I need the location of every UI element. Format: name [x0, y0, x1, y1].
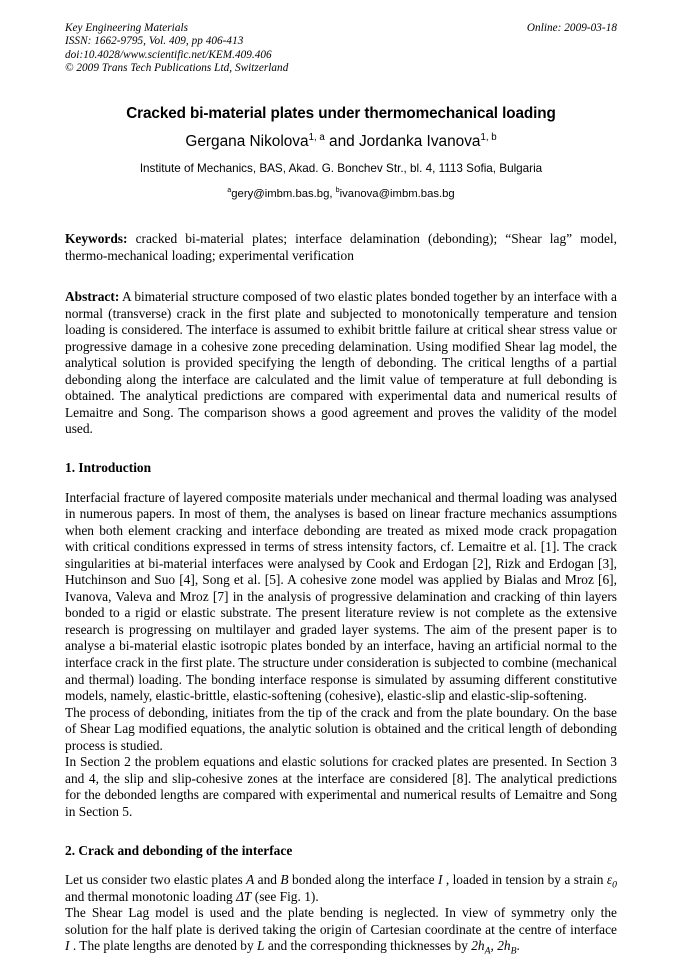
online-date: Online: 2009-03-18	[526, 22, 617, 34]
symbol-thickness-b	[497, 938, 517, 957]
author-name-2: Jordanka Ivanova	[358, 133, 481, 150]
section-heading-2: 2. Crack and debonding of the interface	[65, 842, 293, 858]
symbol-delta-t: ΔT	[236, 888, 252, 904]
author-name-1: Gergana Nikolova	[185, 133, 309, 150]
email-address-b: ivanova@imbm.bas.bg	[339, 188, 455, 200]
doi-line: doi:10.4028/www.scientific.net/KEM.409.406	[65, 48, 272, 61]
email-address-a: gery@imbm.bas.bg	[231, 188, 330, 200]
s2-p2-text-5: .	[516, 938, 520, 954]
keywords-block	[65, 231, 617, 264]
s2-p1-text-6: (see Fig. 1).	[251, 888, 319, 904]
issn-line: ISSN: 1662-9795, Vol. 409, pp 406-413	[65, 35, 244, 48]
s2-p2-text-3: and the corresponding thicknesses by	[264, 938, 472, 954]
symbol-plate-b: B	[280, 872, 289, 888]
title-block	[65, 104, 617, 202]
symbol-2h-b-subscript: B	[510, 945, 517, 957]
email-separator: ,	[329, 188, 336, 200]
symbol-epsilon: ε	[606, 872, 613, 888]
section-heading-1: 1. Introduction	[65, 460, 152, 476]
author-conjunction: and	[324, 133, 359, 150]
author-affil-marker-1: 1, a	[308, 131, 325, 143]
s2-p2-text-2: . The plate lengths are denoted by	[69, 938, 258, 954]
abstract-label: Abstract:	[65, 289, 120, 305]
section-2-paragraph-1	[65, 872, 617, 905]
s2-p2-text-4: ,	[490, 938, 498, 954]
symbol-plate-a: A	[246, 872, 255, 888]
s2-p1-text-3: bonded along the interface	[288, 872, 438, 888]
page-title: Cracked bi-material plates under thermomechanical loading	[126, 105, 556, 122]
section-1-paragraph-3: In Section 2 the problem equations and elastic solutions for cracked plates are presented. In Section 3 and 4, the slip and slip-cohesive zones at the interface are considered [8]. The analytical predictions for the debonded lengths are compared with experimental and numerical results of Lemaitre and Song in Section 5.	[65, 754, 617, 819]
symbol-length-l: L	[257, 938, 265, 954]
section-1-paragraph-2: The process of debonding, initiates from the tip of the crack and from the plate boundary. On the base of Shear Lag modified equations, the analytic solution is obtained and the critical length of debonding process is studied.	[65, 704, 617, 753]
copyright-line: © 2009 Trans Tech Publications Ltd, Switzerland	[65, 61, 289, 74]
keywords-label: Keywords:	[65, 231, 128, 246]
affiliation: Institute of Mechanics, BAS, Akad. G. Bonchev Str., bl. 4, 1113 Sofia, Bulgaria	[139, 162, 543, 175]
symbol-strain-epsilon-zero	[606, 872, 617, 891]
author-emails	[65, 186, 617, 202]
symbol-2h-a-subscript: A	[484, 945, 491, 957]
journal-name: Key Engineering Materials	[65, 22, 189, 34]
abstract-text: A bimaterial structure composed of two elastic plates bonded together by an interface with a normal (transverse) crack in the first plate and subjected to monotonically temperature and tension loading is considered. The interface is assumed to exhibit brittle failure at critical shear stress value or progressive damage in a cohesive zone preceding delamination. Using modified Shear lag model, the analytical solution is provided specifying the length of debonding. The critical lengths of a partial debonding along the interface are calculated and the limit value of temperature at full debonding is obtained. The analytical predictions are compared with experimental data and numerical results of Lemaitre and Song. The comparison shows a good agreement and proves the validity of the model used.	[65, 289, 617, 437]
symbol-2h-b: 2h	[497, 938, 511, 954]
page-content	[65, 22, 617, 955]
s2-p1-text-5: and thermal monotonic loading	[65, 888, 237, 904]
symbol-interface-i-2: I	[65, 938, 70, 954]
section-1-paragraph-1: Interfacial fracture of layered composite materials under mechanical and thermal loading was analysed in numerous papers. In most of them, the analyses is based on linear fracture mechanics assumptions when both element cracking and interface debonding are treated as mixed mode crack propagation with critical conditions expressed in terms of stress intensity factors, cf. Lemaitre et al. [1]. The crack singularities at bi-material interfaces were analysed by Cook and Erdogan [2], Rizk and Erdogan [3], Hutchinson and Suo [4], Song et al. [5]. A cohesive zone model was applied by Bialas and Mroz [6], Ivanova, Valeva and Mroz [7] in the analysis of progressive delamination and cracking of thin layers bonded to a rigid or elastic substrate. The present literature review is not complete as the extensive research is progressing on multilayer and graded layer systems. The aim of the present paper is to analyse a bi-material elastic isotropic plates bonded by an interface, having an artificial normal to the interface crack in the first plate. The structure under consideration is subjected to combine (mechanical and thermal) loading. The bonding interface response is simulated by assuming different constitutive models, namely, elastic-brittle, elastic-softening (cohesive), elastic-slip and elastic-slip-softening.	[65, 489, 617, 704]
abstract-block	[65, 289, 617, 438]
symbol-interface-i: I	[437, 872, 443, 888]
journal-masthead	[65, 22, 617, 80]
section-2-paragraph-2	[65, 905, 617, 955]
symbol-thickness-a	[471, 938, 491, 957]
email-marker-b: b	[335, 186, 340, 195]
author-affil-marker-2: 1, b	[480, 131, 497, 143]
symbol-2h-a: 2h	[471, 938, 485, 954]
author-list	[65, 132, 617, 152]
keywords-text: cracked bi-material plates; interface delamination (debonding); “Shear lag” model, thermo-mechanical loading; experimental verification	[65, 231, 617, 263]
s2-p1-text-2: and	[254, 872, 281, 888]
s2-p2-text-1: The Shear Lag model is used and the plate bending is neglected. In view of symmetry only the solution for the half plate is derived taking the origin of Cartesian coordinate at the centre of interface	[65, 905, 617, 937]
s2-p1-text-1: Let us consider two elastic plates	[65, 872, 247, 888]
s2-p1-text-4: , loaded in tension by a strain	[442, 872, 607, 888]
email-marker-a: a	[227, 186, 232, 195]
symbol-epsilon-subscript: 0	[612, 879, 617, 891]
